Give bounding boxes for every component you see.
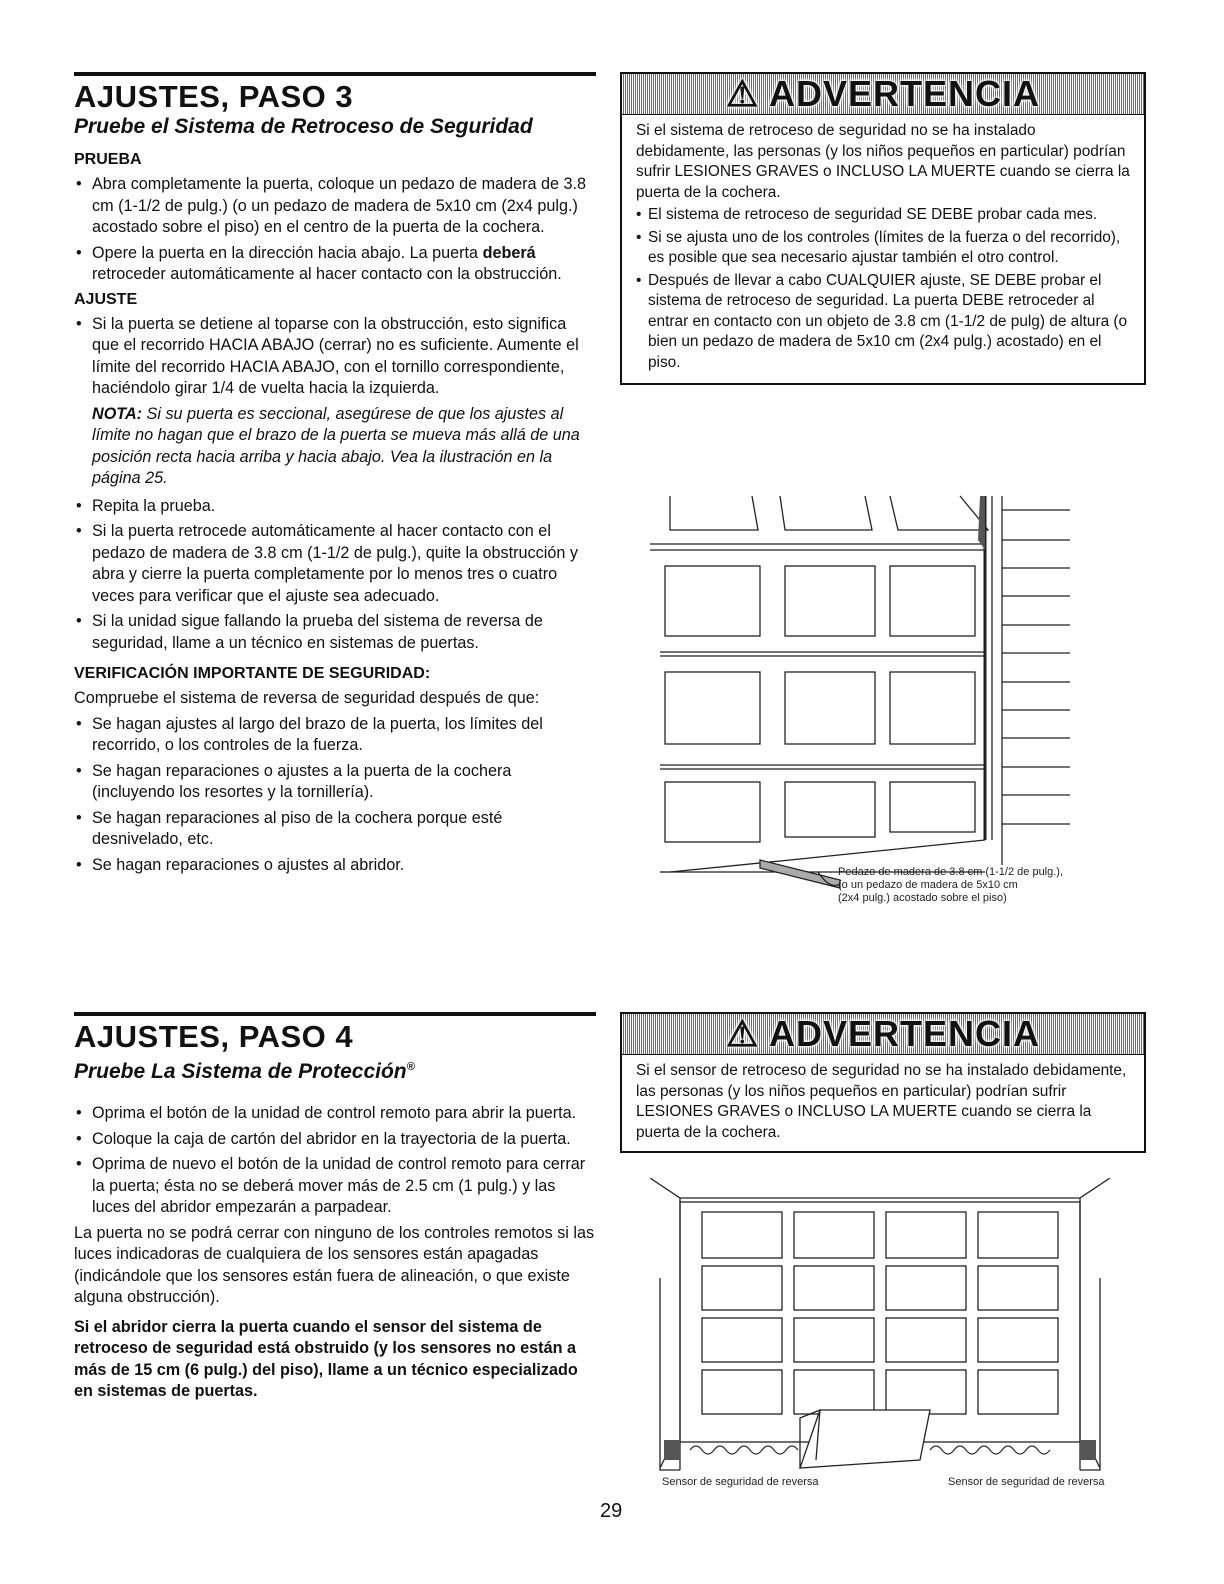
warning-box-1 xyxy=(620,72,1146,385)
right-sensor-label: Sensor de seguridad de reversa xyxy=(948,1476,1105,1488)
adjust-item-retract: • Si la puerta retrocede automáticamente al hacer contacto con el pedazo de madera de 3.8 cm (1-1/2 de pulg.), quite la obstrucción y abra y cierre la puerta completamente por lo menos tres o cuatro veces para verificar que el ajuste sea adecuado. xyxy=(74,521,596,607)
step4-item-1: • Oprima el botón de la unidad de control remoto para abrir la puerta. xyxy=(74,1103,596,1125)
adjust-item-repeat: • Repita la prueba. xyxy=(74,496,596,518)
adjust-heading: AJUSTE xyxy=(74,290,138,308)
step4-item-2: • Coloque la caja de cartón del abridor en la trayectoria de la puerta. xyxy=(74,1129,596,1151)
check-item-3: • Se hagan reparaciones al piso de la cochera porque esté desnivelado, etc. xyxy=(74,808,596,851)
safety-check-list xyxy=(74,714,596,877)
warning-title-2: ADVERTENCIA xyxy=(768,1013,1040,1054)
adjust-note: NOTA: Si su puerta es seccional, asegúrese de que los ajustes al límite no hagan que el brazo de la puerta se mueva más allá de una posición recta hacia arriba y hacia abajo. Vea la ilustración en la página 25. xyxy=(92,404,580,487)
warning-item-3: • Después de llevar a cabo CUALQUIER ajuste, SE DEBE probar el sistema de retroceso de seguridad. La puerta DEBE retroceder al entrar en contacto con un objeto de 3.8 cm (1-1/2 de pulg) de altura (o bien un pedazo de madera de 5x10 cm (2x4 pulg.) acostado) en el piso. xyxy=(636,271,1132,374)
step3-top-rule xyxy=(74,72,596,76)
check-item-2: • Se hagan reparaciones o ajustes a la puerta de la cochera (incluyendo los resortes y la tornillería). xyxy=(74,761,596,804)
warning-item-1: • El sistema de retroceso de seguridad SE DEBE probar cada mes. xyxy=(636,205,1132,226)
warning-body-1 xyxy=(622,115,1144,383)
safety-check-intro: Compruebe el sistema de reversa de seguridad después de que: xyxy=(74,689,540,707)
warning-header-1 xyxy=(622,74,1144,115)
step4-section xyxy=(74,1020,596,1403)
check-item-4: • Se hagan reparaciones o ajustes al abridor. xyxy=(74,855,596,877)
warning-item-2: • Si se ajusta uno de los controles (límites de la fuerza o del recorrido), es posible que sea necesario ajustar también el otro control. xyxy=(636,228,1132,269)
warning-box-2 xyxy=(620,1012,1146,1153)
adjust-item-technician: • Si la unidad sigue fallando la prueba del sistema de reversa de seguridad, llame a un técnico en sistemas de puertas. xyxy=(74,611,596,654)
adjust-list xyxy=(74,314,596,400)
sensor-beam-right xyxy=(930,1446,1050,1454)
step4-title: AJUSTES, PASO 4 xyxy=(74,1019,354,1054)
sensor-left-icon xyxy=(664,1440,680,1460)
left-sensor-label: Sensor de seguridad de reversa xyxy=(662,1476,819,1488)
sensor-right-icon xyxy=(1080,1440,1096,1460)
door-track-bracket xyxy=(978,496,985,550)
test-list xyxy=(74,174,596,286)
step4-subtitle: Pruebe La Sistema de Protección® xyxy=(74,1060,415,1083)
warning-body-2 xyxy=(622,1055,1144,1151)
safety-check-heading: VERIFICACIÓN IMPORTANTE DE SEGURIDAD: xyxy=(74,665,431,682)
step3-title: AJUSTES, PASO 3 xyxy=(74,79,354,114)
garage-door-board-illustration xyxy=(640,480,1110,930)
step3-subtitle: Pruebe el Sistema de Retroceso de Seguridad xyxy=(74,115,533,138)
board-caption: Pedazo de madera de 3.8 cm (1-1/2 de pulg.), (o un pedazo de madera de 5x10 cm (2x4 pulg.) acostado sobre el piso) xyxy=(838,866,1064,904)
check-item-1: • Se hagan ajustes al largo del brazo de la puerta, los límites del recorrido, o los controles de la fuerza. xyxy=(74,714,596,757)
test-item-2: • Opere la puerta en la dirección hacia abajo. La puerta deberá retroceder automáticamente al hacer contacto con la obstrucción. xyxy=(74,243,596,286)
warning-intro-1: Si el sistema de retroceso de seguridad no se ha instalado debidamente, las personas (y los niños pequeños en particular) podrían sufrir LESIONES GRAVES o INCLUSO LA MUERTE cuando se cierra la puerta de la cochera. xyxy=(636,122,1130,201)
warning-intro-2: Si el sensor de retroceso de seguridad no se ha instalado debidamente, las personas (y los niños pequeños en particular) podrían sufrir LESIONES GRAVES o INCLUSO LA MUERTE cuando se cierra la puerta de la cochera. xyxy=(636,1062,1127,1141)
step3-section xyxy=(74,80,596,880)
step4-paragraph: La puerta no se podrá cerrar con ninguno de los controles remotos si las luces indicadoras de cualquiera de los sensores están apagadas (indicándole que los sensores están fuera de alineación, o que existe alguna obstrucción). xyxy=(74,1223,595,1306)
warning-list-1 xyxy=(636,205,1132,373)
test-item-1: • Abra completamente la puerta, coloque un pedazo de madera de 3.8 cm (1-1/2 de pulg.) (o un pedazo de madera de 5x10 cm (2x4 pulg.) acostado sobre el piso) en el centro de la puerta de la cochera. xyxy=(74,174,596,239)
adjust-list-2 xyxy=(74,496,596,655)
warning-triangle-icon: ⚠ xyxy=(726,73,760,114)
sensor-beam-left xyxy=(690,1446,798,1454)
garage-door-carton-illustration xyxy=(650,1178,1120,1478)
page-number: 29 xyxy=(600,1500,623,1522)
step4-list xyxy=(74,1103,596,1219)
step4-item-3: • Oprima de nuevo el botón de la unidad de control remoto para cerrar la puerta; ésta no se deberá mover más de 2.5 cm (1 pulg.) y las luces del abridor empezarán a parpadear. xyxy=(74,1154,596,1219)
registered-mark: ® xyxy=(406,1061,415,1073)
warning-header-2 xyxy=(622,1014,1144,1055)
test-heading: PRUEBA xyxy=(74,151,142,168)
warning-title-1: ADVERTENCIA xyxy=(768,73,1040,114)
step4-top-rule xyxy=(74,1012,596,1016)
warning-triangle-icon: ⚠ xyxy=(726,1013,760,1054)
step4-bold-paragraph: Si el abridor cierra la puerta cuando el sensor del sistema de retroceso de seguridad está obstruido (y los sensores no están a más de 15 cm (6 pulg.) del piso), llame a un técnico especializado en sistemas de puertas. xyxy=(74,1317,578,1400)
adjust-item-1: • Si la puerta se detiene al toparse con la obstrucción, esto significa que el recorrido HACIA ABAJO (cerrar) no es suficiente. Aumente el límite del recorrido HACIA ABAJO, con el tornillo correspondiente, haciéndolo girar 1/4 de vuelta hacia la izquierda. xyxy=(74,314,596,400)
